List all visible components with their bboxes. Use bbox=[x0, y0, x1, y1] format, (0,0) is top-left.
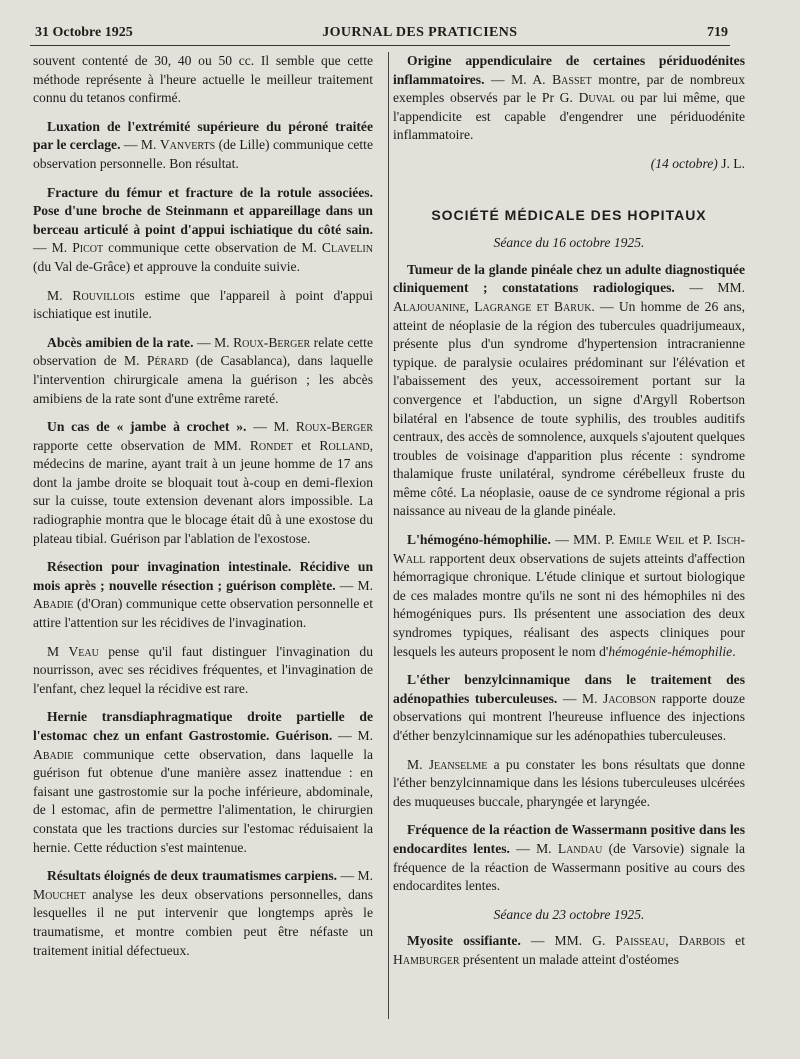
article-title: L'éther benzylcinnamique dans le traitement des adénopathies tuberculeuses. bbox=[393, 672, 745, 706]
article-title: Résultats éloignés de deux traumatismes carpiens. bbox=[47, 868, 338, 884]
signature-line bbox=[393, 155, 745, 174]
continued-paragraph: souvent contenté de 30, 40 ou 50 cc. Il semble que cette méthode représente à l'heure actuelle le meilleur traitement connu du tetanos confirmé. bbox=[33, 53, 373, 106]
article-carpiens: Résultats éloignés de deux traumatismes carpiens. — M. Mouchet analyse les deux observations personnelles, dans lesquelles il ne put intervenir que longtemps après le traumatisme, et montre combien peut être néfaste un traitement initial défectueux. bbox=[33, 868, 373, 958]
article-title: Résection pour invagination intestinale. Récidive un mois après ; nouvelle résection ; guérison complète. bbox=[33, 559, 373, 593]
header-date: 31 Octobre 1925 bbox=[35, 25, 133, 40]
discussion-paragraph: M. Jeanselme a pu constater les bons résultats que donne l'éther benzylcinnamique dans les lésions tuberculeuses ulcérées des muqueuses buccale, pharyngée et laryngée. bbox=[393, 756, 746, 809]
signature-initials: J. L. bbox=[717, 155, 745, 171]
article-title: Luxation de l'extrémité supérieure du péroné traitée par le cerclage. bbox=[33, 118, 373, 153]
running-header bbox=[35, 25, 728, 45]
section-heading: SOCIÉTÉ MÉDICALE DES HOPITAUX bbox=[431, 206, 707, 223]
article-title: Fréquence de la réaction de Wassermann positive dans les endocardites lentes. bbox=[393, 822, 745, 856]
author-name: Emile Weil bbox=[618, 532, 685, 548]
article-tumeur: Tumeur de la glande pinéale chez un adulte diagnostiquée cliniquement ; constatations radiologiques. — MM. Alajouanine, Lagrange et Baruk. — Un homme de 26 ans, atteint de néoplasie de la région des tubercules quadrijumeaux, présente plus d'un syndrome d'hypertension intracranienne typique. de paralysie oculaires prédominant sur l'élévation et l'abaissement des yeux, accessoirement portant sur la convergence et l'abduction, un signe d'Argyll Robertson bilatéral en l'absence de toute syphilis, des troubles auditifs centraux, des accès de somnolence, auxquels s'ajoutent quelques troubles de voisinage d'apparition plus récente : syndrome thalamique fruste unilatéral, syndrome cérébelleux fruste du même côté. La néoplasie, oause de ce syndrome régional a pris naissance au niveau de la glande pinéale. bbox=[393, 261, 745, 519]
author-name: Hamburger bbox=[393, 951, 460, 967]
author-name: Mouchet bbox=[33, 886, 86, 902]
article-wassermann: Fréquence de la réaction de Wassermann positive dans les endocardites lentes. — M. Landau (de Varsovie) signale la fréquence de la réaction de Wassermann positive au cours des endocardites lentes. bbox=[393, 822, 745, 894]
author-name: Paisseau, Darbois bbox=[615, 933, 726, 949]
signature-date: (14 octobre) bbox=[650, 155, 718, 171]
author-name: Rouvillois bbox=[72, 287, 135, 303]
page-number: 719 bbox=[706, 25, 728, 40]
author-name: Rolland bbox=[319, 437, 370, 453]
author-name: Isch-Wall bbox=[393, 532, 745, 566]
article-title: Un cas de « jambe à crochet ». bbox=[47, 419, 247, 435]
author-name: Roux-Berger bbox=[233, 334, 311, 350]
left-column bbox=[33, 52, 373, 970]
article-resection: Résection pour invagination intestinale. Récidive un mois après ; nouvelle résection ; guérison complète. — M. Abadie (d'Oran) communique cette observation personnelle et attire l'attention sur les récidives de l'invagination. bbox=[33, 559, 373, 631]
author-name: Veau bbox=[68, 643, 99, 659]
article-title: Abcès amibien de la rate. bbox=[47, 334, 194, 350]
column-divider bbox=[388, 52, 389, 1019]
article-hemogeno: L'hémogéno-hémophilie. — MM. P. Emile Weil et P. Isch-Wall rapportent deux observations de sujets atteints d'affection hémorragique chronique. L'étude clinique et surtout biologique de ces malades montre qu'ils ne sont ni des hémophiles ni des hémogéniques purs. Ils présentent une association des deux syndromes typiques, réalisant des aspects cliniques pour lesquels les auteurs proposent le nom d'hémogénie-hémophilie. bbox=[393, 532, 745, 659]
author-name: Picot bbox=[72, 240, 104, 256]
author-name: Clavelin bbox=[321, 240, 373, 256]
author-name: Rondet bbox=[249, 437, 293, 453]
author-name: Roux-Berger bbox=[295, 419, 373, 435]
author-name: Pérard bbox=[146, 353, 189, 369]
author-name: Abadie bbox=[33, 746, 74, 762]
article-title: L'hémogéno-hémophilie. bbox=[407, 532, 551, 548]
article-title: Tumeur de la glande pinéale chez un adulte diagnostiquée cliniquement ; constatations radiologiques. bbox=[393, 261, 745, 296]
article-jambe: Un cas de « jambe à crochet ». — M. Roux-Berger rapporte cette observation de MM. Rondet et Rolland, médecins de marine, ayant trait à un jeune homme de 17 ans dont la jambe droite se bloquait tout à-coup en demi-flexion sur la cuisse, toute extension devenant alors impossible. La radiographie montra que le blocage était dû à une exostose du plateau tibial. Guérison par l'ablation de l'exostose. bbox=[33, 419, 373, 546]
author-name: Duval bbox=[578, 90, 615, 106]
right-column bbox=[393, 52, 745, 980]
session-date: Séance du 16 octobre 1925. bbox=[493, 235, 645, 251]
article-hernie: Hernie transdiaphragmatique droite partielle de l'estomac chez un enfant Gastrostomie. Guérison. — M. Abadie communique cette observation, dans laquelle la guérison fut obtenue d'une manière assez inattendue : en faisant une gastrostomie sur la poche inférieure, abdominale, de l estomac, afin de permettre l'alimentation, le chirurgien constata que les tractions durcies sur l'estomac réduisaient la hernie. Cette réduction s'est maintenue. bbox=[33, 709, 373, 855]
author-name: Abadie bbox=[33, 596, 74, 612]
author-name: Vanverts bbox=[159, 137, 216, 153]
article-title: Hernie transdiaphragmatique droite partielle de l'estomac chez un enfant Gastrostomie. Guérison. bbox=[33, 709, 373, 743]
article-fracture: Fracture du fémur et fracture de la rotule associées. Pose d'une broche de Steinmann et appareillage dans un berceau articulé à point d'appui ischiatique du côté sain. — M. Picot communique cette observation de M. Clavelin (du Val de-Grâce) et approuve la conduite suivie. bbox=[33, 184, 373, 274]
author-name: Alajouanine, Lagrange et Baruk. bbox=[393, 298, 595, 314]
discussion-paragraph: M. Rouvillois estime que l'appareil à point d'appui ischiatique est inutile. bbox=[33, 287, 373, 322]
article-title: Origine appendiculaire de certaines périduodénites inflammatoires. bbox=[393, 53, 745, 87]
article-abces: Abcès amibien de la rate. — M. Roux-Berger relate cette observation de M. Pérard (de Casablanca), dans laquelle l'intervention chirurgicale amena la guérison ; les abcès amibiens de la rate sont d'une extrême rareté. bbox=[33, 334, 373, 406]
article-periduodenites: Origine appendiculaire de certaines périduodénites inflammatoires. — M. A. Basset montre, par de nombreux exemples observés par le Pr G. Duval ou par lui même, que l'appendicite est capable d'engendrer une périduodénite inflammatoire. bbox=[393, 53, 745, 143]
article-myosite: Myosite ossifiante. — MM. G. Paisseau, Darbois et Hamburger présentent un malade atteint d'ostéomes bbox=[393, 933, 745, 967]
discussion-paragraph: M Veau pense qu'il faut distinguer l'invagination du nourrisson, avec ses récidives fréquentes, et l'invagination de l'enfant, chez lequel la récidive est rare. bbox=[33, 643, 373, 696]
author-name: Basset bbox=[552, 71, 592, 87]
article-ether: L'éther benzylcinnamique dans le traitement des adénopathies tuberculeuses. — M. Jacobson rapporte douze observations qui montrent l'heureuse influence des injections d'éther benzylcinnamique sur les adénopathies tuberculeuses. bbox=[393, 672, 745, 743]
article-title: Myosite ossifiante. bbox=[407, 933, 521, 949]
header-rule bbox=[30, 45, 730, 46]
article-luxation: Luxation de l'extrémité supérieure du péroné traitée par le cerclage. — M. Vanverts (de Lille) communique cette observation personnelle. Bon résultat. bbox=[33, 118, 373, 171]
author-name: Jacobson bbox=[603, 690, 657, 706]
article-title: Fracture du fémur et fracture de la rotule associées. Pose d'une broche de Steinmann et appareillage dans un berceau articulé à point d'appui ischiatique du côté sain. bbox=[33, 184, 373, 237]
journal-title: JOURNAL DES PRATICIENS bbox=[322, 25, 518, 40]
author-name: Jeanselme bbox=[428, 756, 488, 772]
term: hémogénie-hémophilie bbox=[608, 643, 733, 659]
session-date: Séance du 23 octobre 1925. bbox=[493, 906, 645, 922]
author-name: Landau bbox=[557, 840, 603, 856]
